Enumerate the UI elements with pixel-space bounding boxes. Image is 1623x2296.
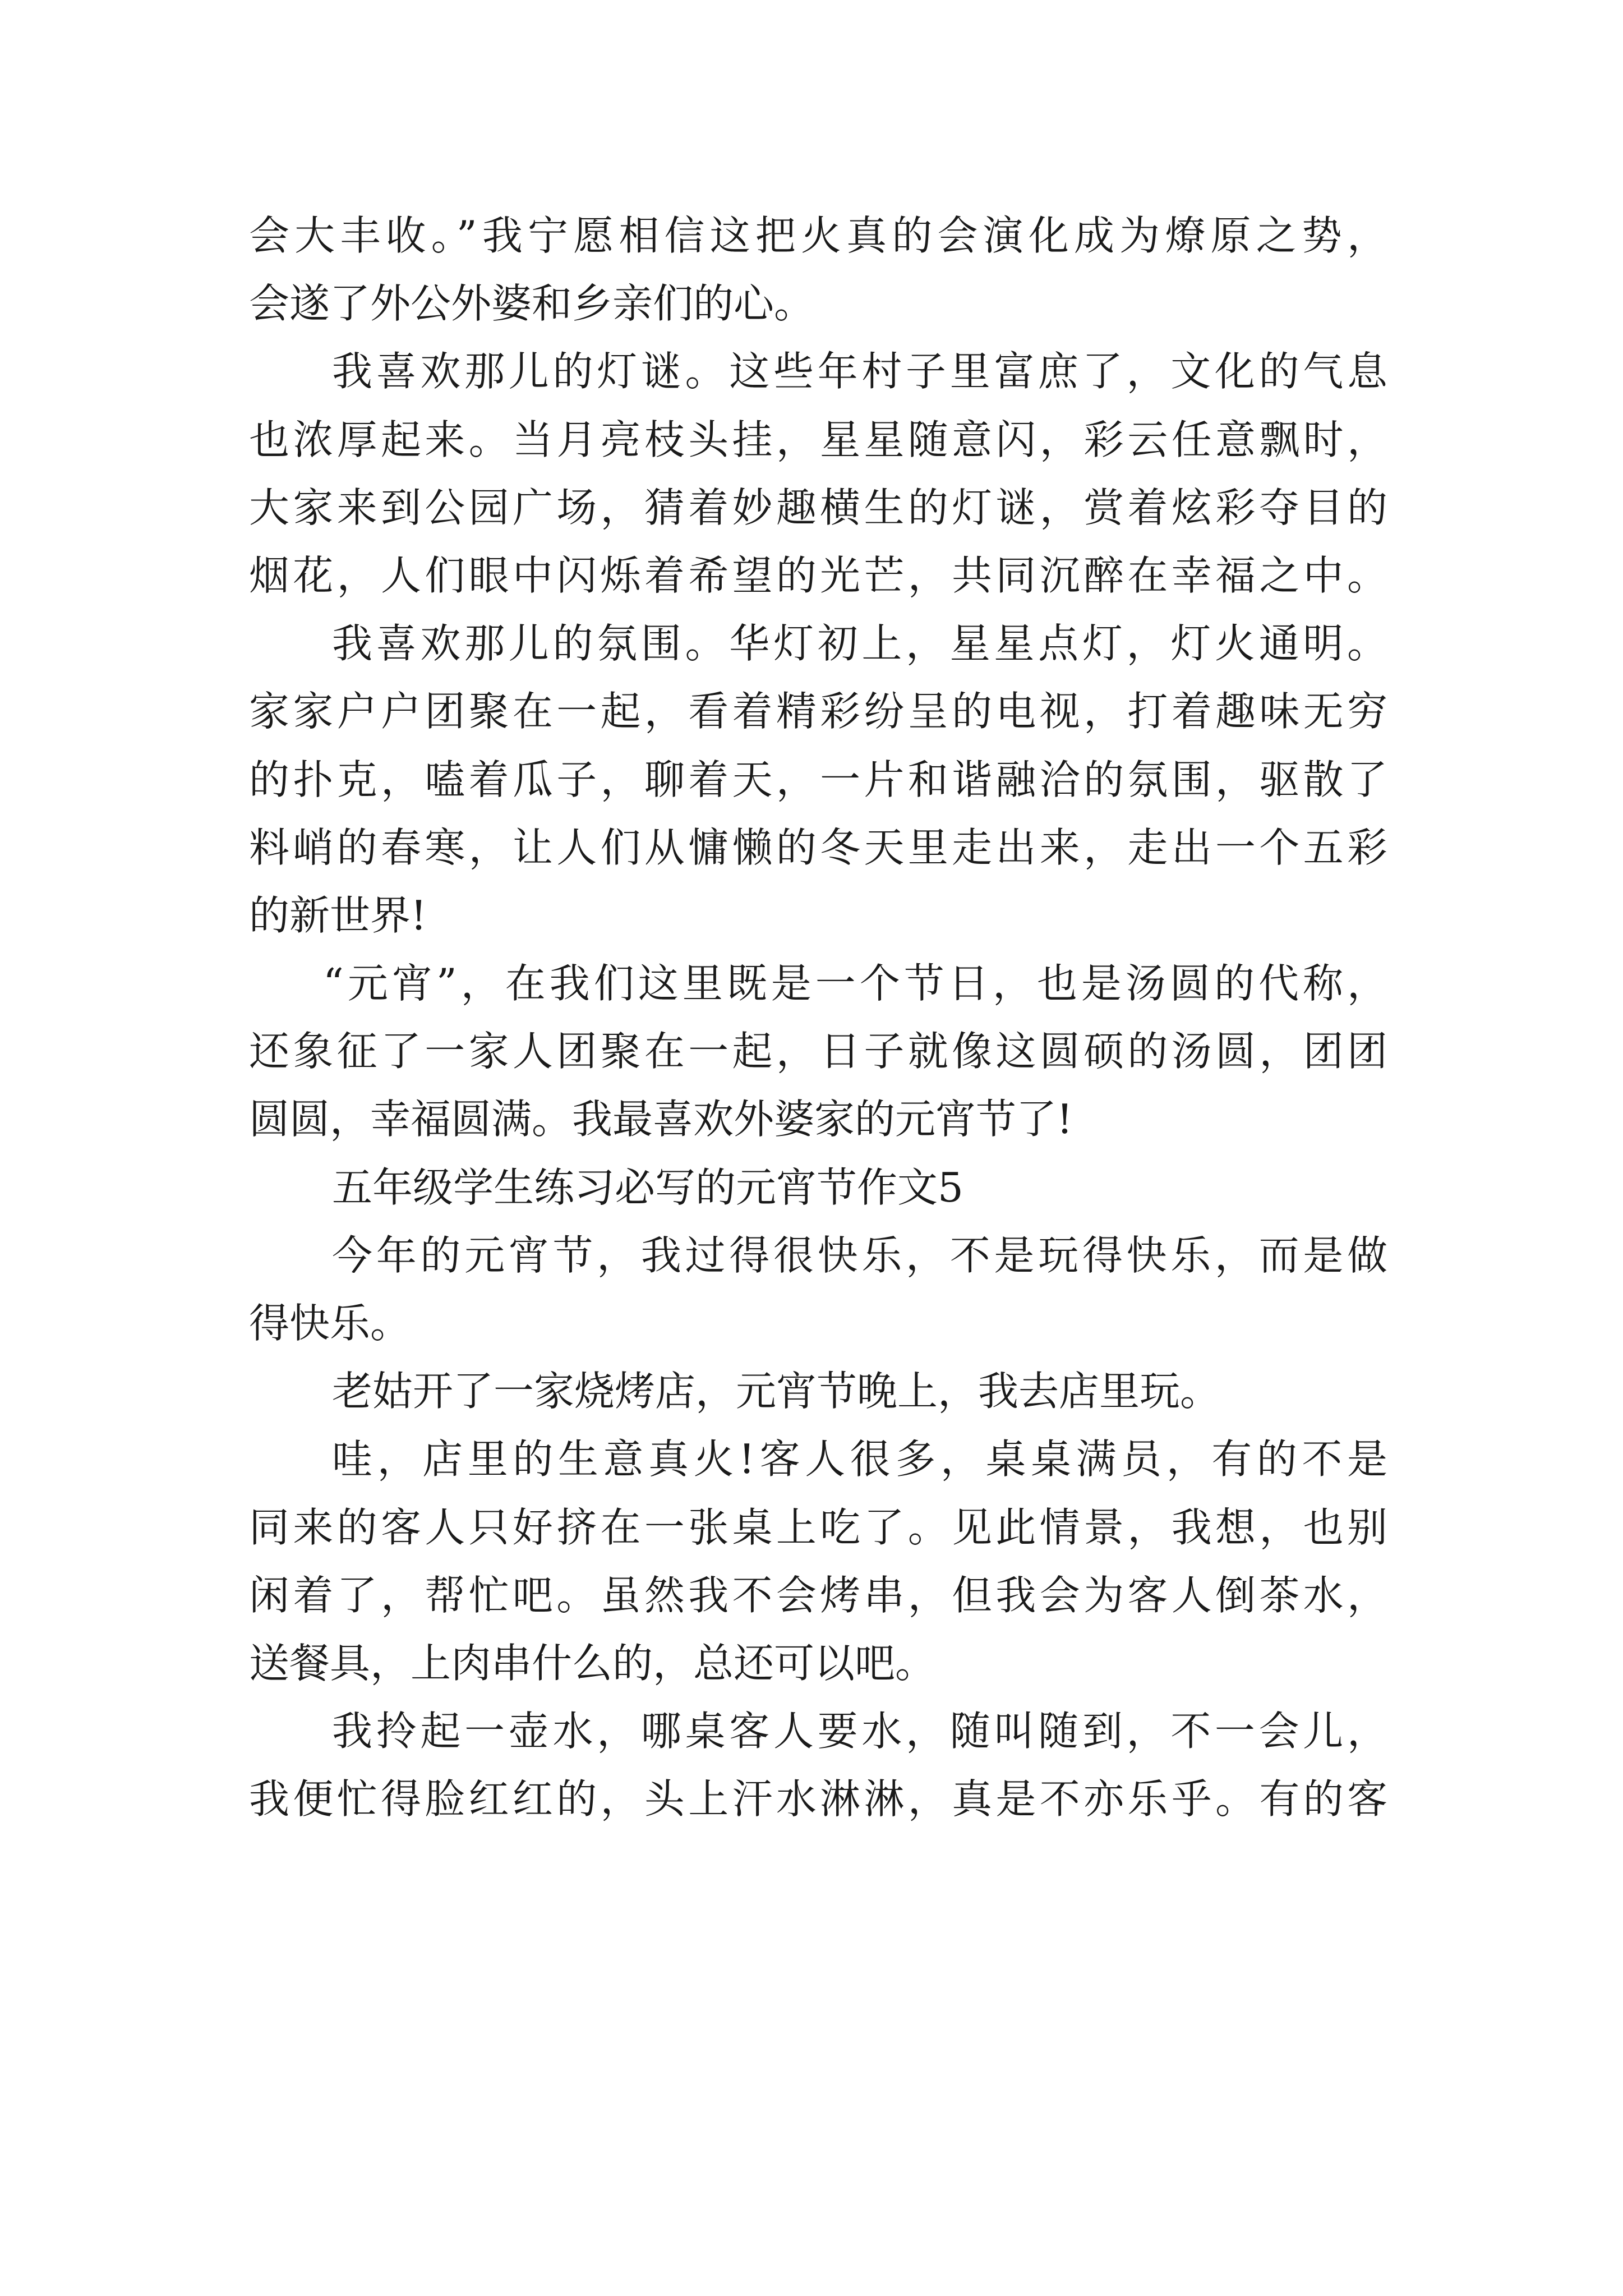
text-line: 的扑克，嗑着瓜子，聊着天，一片和谐融洽的氛围，驱散了 [249, 756, 1387, 803]
paragraph-start-line: 我喜欢那儿的氛围。华灯初上，星星点灯，灯火通明。 [332, 620, 1387, 668]
text-line: 同来的客人只好挤在一张桌上吃了。见此情景，我想，也别 [249, 1503, 1387, 1551]
paragraph-start-line: 我拎起一壶水，哪桌客人要水，随叫随到，不一会儿， [332, 1708, 1387, 1755]
text-line: 得快乐。 [249, 1300, 411, 1347]
text-line: 闲着了，帮忙吧。虽然我不会烤串，但我会为客人倒茶水， [249, 1571, 1387, 1619]
text-line: 会遂了外公外婆和乡亲们的心。 [249, 280, 815, 328]
paragraph-start-line: 我喜欢那儿的灯谜。这些年村子里富庶了，文化的气息 [332, 348, 1387, 395]
section-title: 五年级学生练习必写的元宵节作文5 [332, 1163, 963, 1211]
text-line: 烟花，人们眼中闪烁着希望的光芒，共同沉醉在幸福之中。 [249, 551, 1387, 599]
text-line: 还象征了一家人团聚在一起，日子就像这圆硕的汤圆，团团 [249, 1028, 1387, 1075]
text-line: 的新世界! [249, 891, 427, 939]
paragraph-start-line: “元宵”，在我们这里既是一个节日，也是汤圆的代称， [323, 960, 1387, 1007]
text-line: 圆圆，幸福圆满。我最喜欢外婆家的元宵节了! [249, 1096, 1073, 1143]
text-line: 大家来到公园广场，猜着妙趣横生的灯谜，赏着炫彩夺目的 [249, 484, 1387, 531]
text-line: 我便忙得脸红红的，头上汗水淋淋，真是不亦乐乎。有的客 [249, 1775, 1387, 1823]
paragraph-start-line: 今年的元宵节，我过得很快乐，不是玩得快乐，而是做 [332, 1231, 1387, 1279]
paragraph-start-line: 哇，店里的生意真火!客人很多，桌桌满员，有的不是 [332, 1435, 1387, 1483]
text-line: 家家户户团聚在一起，看着精彩纷呈的电视，打着趣味无穷 [249, 688, 1387, 735]
text-line: 会大丰收。”我宁愿相信这把火真的会演化成为燎原之势， [249, 212, 1387, 259]
text-line: 也浓厚起来。当月亮枝头挂，星星随意闪，彩云任意飘时， [249, 416, 1387, 463]
text-line: 料峭的春寒，让人们从慵懒的冬天里走出来，走出一个五彩 [249, 823, 1387, 871]
essay-text [249, 202, 1387, 1834]
text-line: 送餐具，上肉串什么的，总还可以吧。 [249, 1639, 936, 1687]
paragraph-start-line: 老姑开了一家烧烤店，元宵节晚上，我去店里玩。 [332, 1368, 1221, 1415]
